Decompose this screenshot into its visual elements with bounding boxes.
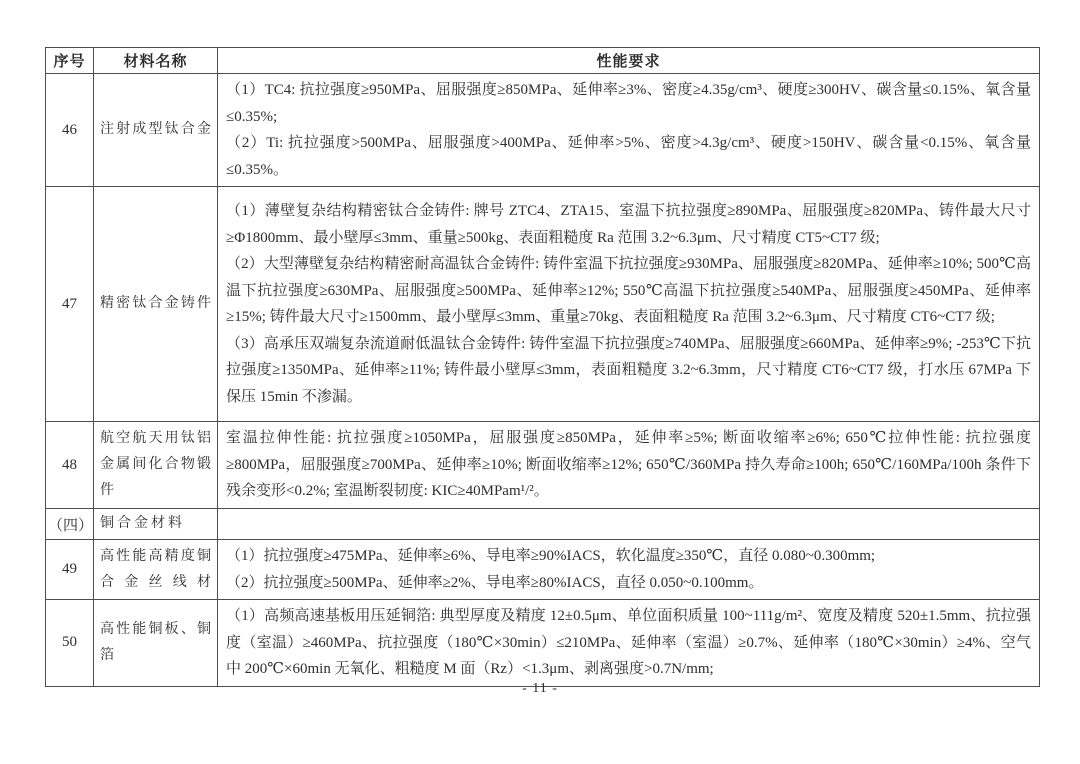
- requirement-item: （3）高承压双端复杂流道耐低温钛合金铸件: 铸件室温下抗拉强度≥740MPa、屈服强度≥660MPa、延伸率≥9%; -253℃下抗拉强度≥1350MPa、延伸率≥11%; 铸件最小壁厚≤3mm，表面粗糙度 3.2~6.3mm，尺寸精度 CT6~CT7 级，打水压 67MPa 下保压 15min 不渗漏。: [226, 335, 1031, 405]
- requirement-item: （2）抗拉强度≥500MPa、延伸率≥2%、导电率≥80%IACS，直径 0.050~0.100mm。: [226, 574, 764, 591]
- requirements-cell: [218, 540, 1040, 600]
- requirements-cell: [218, 422, 1040, 509]
- table-row-group-4: [46, 509, 1040, 540]
- requirement-item: （1）抗拉强度≥475MPa、延伸率≥6%、导电率≥90%IACS，软化温度≥350℃，直径 0.080~0.300mm;: [226, 548, 876, 564]
- table-row-49: [46, 540, 1040, 600]
- material-name-cell: 注射成型钛合金: [94, 74, 218, 187]
- header-col-material-name: 材料名称: [94, 48, 218, 74]
- requirements-cell: [218, 187, 1040, 422]
- page-number: - 11 -: [522, 681, 558, 696]
- row-number-cell: 48: [46, 422, 94, 509]
- requirement-item: （2）大型薄壁复杂结构精密耐高温钛合金铸件: 铸件室温下抗拉强度≥930MPa、屈服强度≥820MPa、延伸率≥10%; 500℃高温下抗拉强度≥630MPa、屈服强度≥500MPa、延伸率≥12%; 550℃高温下抗拉强度≥540MPa、屈服强度≥450MPa、延伸率≥15%; 铸件最大尺寸≥1500mm、最小壁厚≤3mm、重量≥70kg、表面粗糙度 Ra 范围 3.2~6.3μm、尺寸精度 CT6~CT7 级;: [226, 256, 1031, 325]
- table-row-47: [46, 187, 1040, 422]
- requirements-cell: [218, 74, 1040, 187]
- row-number-cell: 50: [46, 600, 94, 687]
- table-row-48: [46, 422, 1040, 509]
- requirement-item: 室温拉伸性能: 抗拉强度≥1050MPa，屈服强度≥850MPa，延伸率≥5%; 断面收缩率≥6%; 650℃拉伸性能: 抗拉强度≥800MPa，屈服强度≥700MPa、延伸率≥10%; 断面收缩率≥12%; 650℃/360MPa 持久寿命≥100h; 650℃/160MPa/100h 条件下残余变形<0.2%; 室温断裂韧度: KIC≥40MPam¹/²。: [226, 430, 1031, 500]
- row-number-cell: 46: [46, 74, 94, 187]
- requirement-item: （1）TC4: 抗拉强度≥950MPa、屈服强度≥850MPa、延伸率≥3%、密度≥4.35g/cm³、硬度≥300HV、碳含量≤0.15%、氧含量≤0.35%;: [226, 82, 1031, 125]
- row-number-cell: 49: [46, 540, 94, 600]
- header-col-no: 序号: [46, 48, 94, 74]
- materials-spec-table: [45, 47, 1040, 687]
- row-number-cell: （四）: [46, 509, 94, 540]
- table-header-row: [46, 48, 1040, 74]
- requirements-cell: [218, 509, 1040, 540]
- requirement-item: （1）高频高速基板用压延铜箔: 典型厚度及精度 12±0.5μm、单位面积质量 100~111g/m²、宽度及精度 520±1.5mm、抗拉强度（室温）≥460MPa、抗拉强度（180℃×30min）≤210MPa、延伸率（室温）≥0.7%、延伸率（180℃×30min）≥4%、空气中 200℃×60min 无氧化、粗糙度 M 面（Rz）<1.3μm、剥离强度>0.7N/mm;: [226, 608, 1031, 677]
- table-row-50: [46, 600, 1040, 687]
- requirements-cell: [218, 600, 1040, 687]
- material-name-cell: 高性能高精度铜合金丝线材: [94, 540, 218, 600]
- material-name-cell: 航空航天用钛铝金属间化合物锻件: [94, 422, 218, 509]
- row-number-cell: 47: [46, 187, 94, 422]
- table-row-46: [46, 74, 1040, 187]
- material-group-name-cell: 铜合金材料: [94, 509, 218, 540]
- requirement-item: （1）薄壁复杂结构精密钛合金铸件: 牌号 ZTC4、ZTA15、室温下抗拉强度≥890MPa、屈服强度≥820MPa、铸件最大尺寸≥Φ1800mm、最小壁厚≤3mm、重量≥500kg、表面粗糙度 Ra 范围 3.2~6.3μm、尺寸精度 CT5~CT7 级;: [226, 203, 1031, 246]
- material-name-cell: 高性能铜板、铜箔: [94, 600, 218, 687]
- header-col-requirements: 性能要求: [218, 48, 1040, 74]
- requirement-item: （2）Ti: 抗拉强度>500MPa、屈服强度>400MPa、延伸率>5%、密度>4.3g/cm³、硬度>150HV、碳含量<0.15%、氧含量≤0.35%。: [226, 135, 1031, 178]
- material-name-cell: 精密钛合金铸件: [94, 187, 218, 422]
